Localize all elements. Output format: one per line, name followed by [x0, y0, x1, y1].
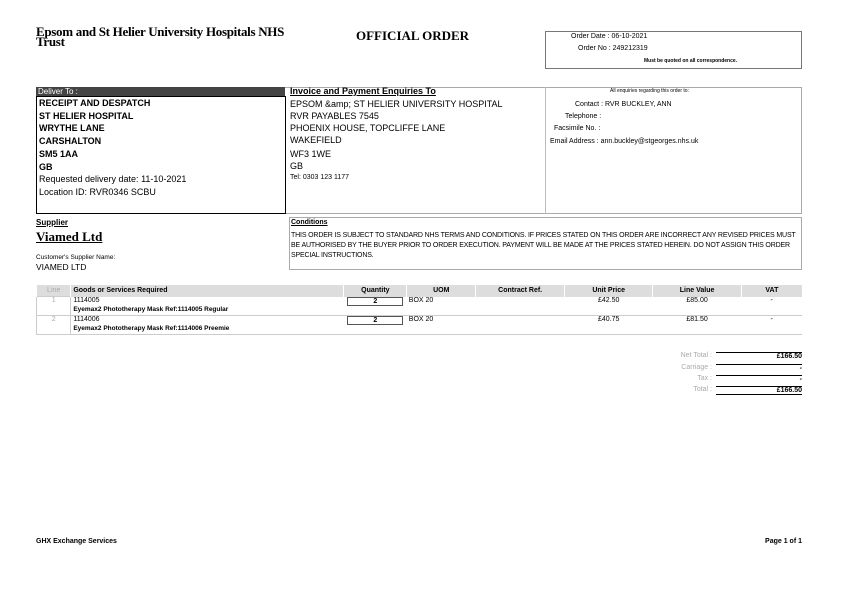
trust-name: Epsom and St Helier University Hospitals NHS Trust — [36, 24, 285, 49]
line-value: £81.50 — [686, 315, 708, 323]
conditions-title: Conditions — [291, 219, 328, 226]
invoice-tel: Tel: 0303 123 1177 — [290, 174, 350, 181]
contract-ref — [476, 315, 565, 325]
net-total-label: Net Total : — [680, 352, 712, 359]
invoice-line: EPSOM &amp; ST HELIER UNIVERSITY HOSPITAL — [290, 99, 503, 109]
tax-label: Tax : — [697, 375, 712, 382]
footer-page-number: Page 1 of 1 — [765, 538, 802, 545]
deliver-line: SM5 1AA — [39, 149, 79, 159]
unit-price: £42.50 — [597, 296, 620, 304]
conditions-text: THIS ORDER IS SUBJECT TO STANDARD NHS TERMS AND CONDITIONS. IF PRICES STATED ON THIS ORDER ARE INCORRECT ANY REVISED PRICES MUST BE AUTHORISED BY THE BUYER PRIOR TO ORDER EXECUTION. PAYMENT WILL BE MADE AT THE PRICES STATED HEREIN. DO NOT ASSIGN THIS ORDER SPECIAL INSTRUCTIONS. — [291, 232, 796, 259]
deliver-to-heading: Deliver To : — [36, 87, 285, 96]
enquiries-heading: All enquiries regarding this order to: — [610, 88, 689, 94]
order-date: Order Date : 06-10-2021 — [571, 33, 648, 40]
table-row-desc — [37, 325, 803, 335]
table-row — [37, 315, 803, 325]
column-header: Goods or Services Required — [71, 285, 344, 297]
column-header: Unit Price — [565, 285, 653, 297]
grid-divider — [545, 87, 546, 214]
total-value: £166.50 — [716, 386, 802, 395]
customer-supplier-label: Customer's Supplier Name: — [36, 254, 116, 261]
invoice-line: WF3 1WE — [290, 149, 332, 159]
enquiries-email: Email Address : ann.buckley@stgeorges.nhs.uk — [550, 138, 699, 145]
net-total-value: £166.50 — [716, 352, 802, 360]
contract-ref — [476, 297, 565, 306]
column-header: Contract Ref. — [476, 285, 565, 297]
invoice-heading: Invoice and Payment Enquiries To — [290, 86, 436, 96]
line-number: 2 — [37, 315, 71, 334]
line-number: 1 — [37, 297, 71, 316]
column-header: Line — [37, 285, 71, 297]
order-info-box — [545, 31, 802, 69]
uom: BOX 20 — [408, 296, 434, 304]
invoice-line: PHOENIX HOUSE, TOPCLIFFE LANE — [290, 123, 446, 133]
footer-left: GHX Exchange Services — [36, 538, 117, 545]
line-value: £85.00 — [686, 296, 708, 304]
uom: BOX 20 — [408, 315, 434, 323]
carriage-label: Carriage : — [681, 364, 712, 371]
deliver-line: ST HELIER HOSPITAL — [39, 110, 134, 121]
document-title: OFFICIAL ORDER — [356, 28, 470, 43]
supplier-name: Viamed Ltd — [36, 229, 103, 244]
invoice-line: RVR PAYABLES 7545 — [290, 111, 379, 121]
column-header: UOM — [407, 285, 476, 297]
item-code: 1114005 — [73, 296, 100, 304]
order-items-table — [36, 285, 802, 335]
item-description: Eyemax2 Phototherapy Mask Ref:1114005 Regular — [71, 306, 802, 316]
vat: - — [770, 315, 773, 323]
quote-note: Must be quoted on all correspondence. — [644, 58, 738, 64]
item-description: Eyemax2 Phototherapy Mask Ref:1114006 Preemie — [71, 325, 802, 335]
column-header: VAT — [741, 285, 802, 297]
item-code: 1114006 — [73, 315, 100, 323]
enquiries-fax: Facsimile No. : — [554, 125, 601, 132]
invoice-line: WAKEFIELD — [290, 135, 342, 145]
enquiries-telephone: Telephone : — [565, 113, 602, 120]
customer-supplier-value: VIAMED LTD — [36, 262, 87, 272]
invoice-line: GB — [290, 161, 304, 171]
table-row-desc — [37, 306, 803, 316]
quantity-value: 2 — [347, 316, 403, 325]
supplier-label: Supplier — [36, 218, 69, 227]
deliver-line: GB — [39, 161, 53, 172]
deliver-to-box — [36, 96, 286, 214]
requested-delivery-date: Requested delivery date: 11-10-2021 — [39, 174, 187, 184]
column-header: Quantity — [344, 285, 407, 297]
deliver-line: WRYTHE LANE — [39, 123, 105, 133]
carriage-value: - — [716, 364, 802, 372]
unit-price: £40.75 — [597, 315, 620, 323]
table-header-row — [37, 285, 803, 297]
tax-value: - — [716, 375, 802, 383]
quantity-value: 2 — [347, 297, 403, 306]
table-row — [37, 297, 803, 306]
column-header: Line Value — [653, 285, 741, 297]
quantity-cell — [344, 315, 407, 325]
vat: - — [770, 296, 773, 304]
quantity-cell — [344, 297, 407, 306]
deliver-line: RECEIPT AND DESPATCH — [39, 98, 151, 108]
deliver-line: CARSHALTON — [39, 135, 102, 146]
enquiries-contact: Contact : RVR BUCKLEY, ANN — [575, 101, 672, 108]
total-label: Total : — [693, 386, 712, 393]
location-id: Location ID: RVR0346 SCBU — [39, 186, 156, 197]
order-number: Order No : 249212319 — [578, 45, 648, 52]
invoice-address — [290, 98, 503, 184]
